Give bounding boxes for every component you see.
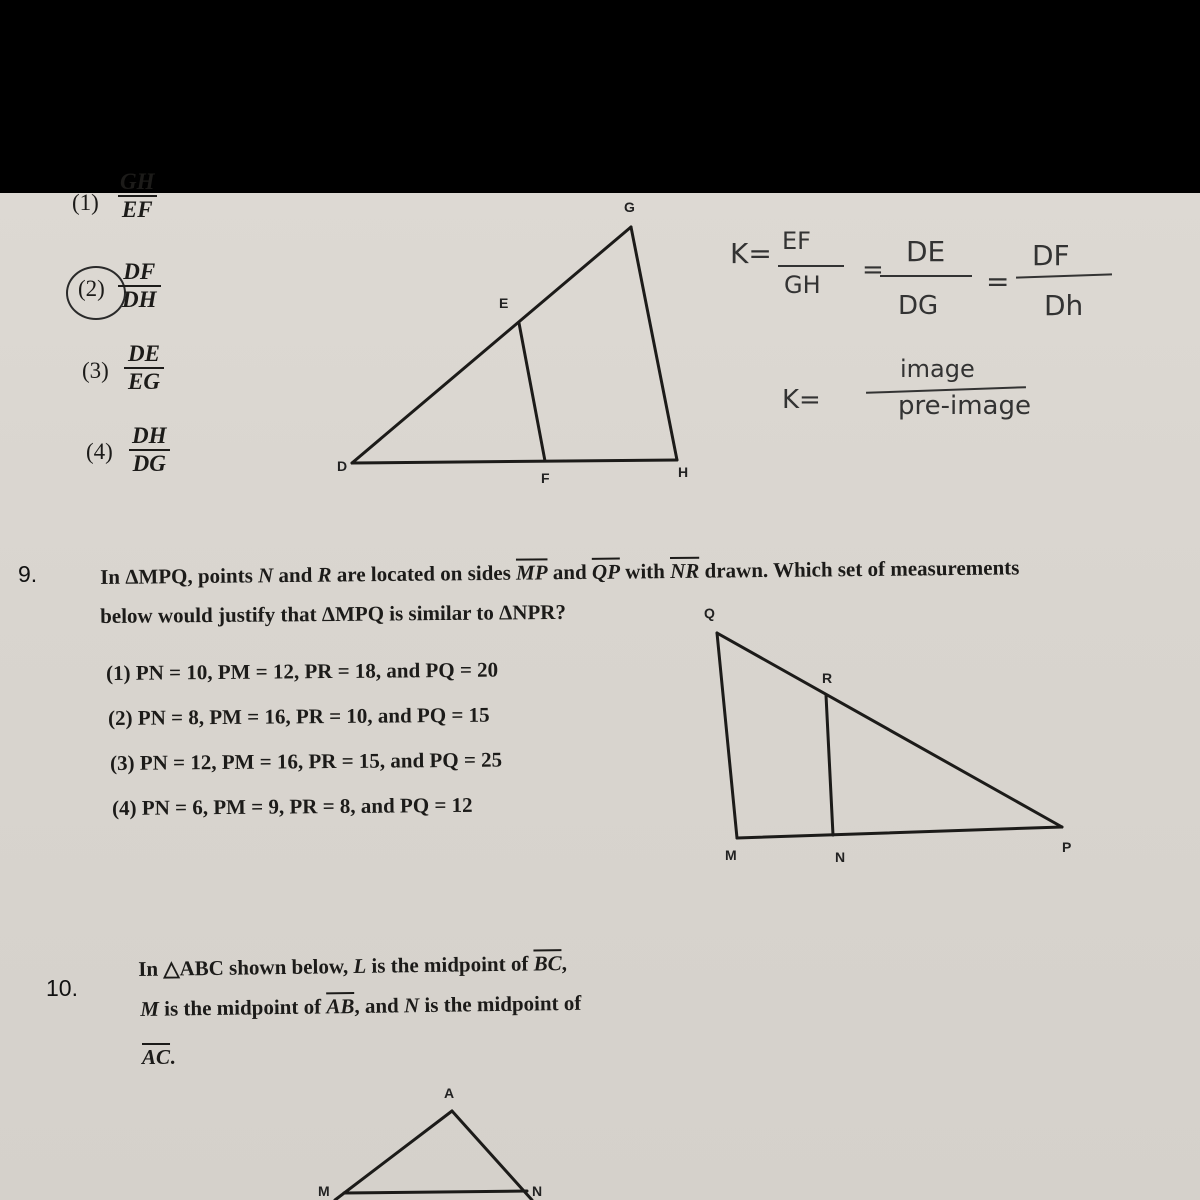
- hand-k-1: K=: [730, 237, 772, 270]
- label-m: M: [725, 847, 737, 863]
- q9-side-qp: $\overline{QP}$: [591, 559, 621, 584]
- q10-side-ab: $\overline{AB}$: [326, 994, 355, 1019]
- q9-point-r: R: [317, 562, 332, 587]
- q10-text-6: is the midpoint of: [418, 990, 582, 1018]
- hand-frac2-den: DG: [898, 291, 939, 321]
- option-3-denominator: EG: [124, 367, 164, 395]
- q9-segment-nr: $\overline{NR}$: [670, 558, 700, 584]
- q10-point-n: N: [403, 993, 420, 1018]
- q9-text-4: and: [547, 559, 593, 585]
- q9-text-2: and: [273, 562, 318, 588]
- label-e: E: [499, 295, 509, 311]
- q9-choice-4[interactable]: (4) PN = 6, PM = 9, PR = 8, and PQ = 12: [112, 792, 473, 820]
- q9-number: 9.: [18, 561, 38, 587]
- q10-side-ac: $\overline{AC}$: [142, 1045, 171, 1069]
- hand-frac1-num: EF: [782, 227, 811, 255]
- segment-mn: [344, 1191, 527, 1193]
- option-2-numerator: DF: [123, 259, 156, 284]
- q10-text-4: is the midpoint of: [158, 994, 327, 1021]
- option-1-denominator: EF: [118, 195, 157, 223]
- hand-frac4-num: image: [900, 355, 975, 383]
- q9-text-3: are located on sides: [331, 560, 517, 587]
- q9-text-5: with: [619, 559, 671, 584]
- option-4-numerator: DH: [132, 423, 167, 448]
- option-3-numerator: DE: [128, 341, 160, 366]
- label-d: D: [337, 458, 348, 474]
- q10-text-1: In △ABC shown below,: [138, 953, 354, 981]
- hand-frac2-num: DE: [906, 235, 946, 268]
- q9-side-mp: $\overline{MP}$: [515, 560, 548, 585]
- label-a: A: [444, 1085, 455, 1101]
- side-ac: [452, 1111, 532, 1200]
- q10-text-2: is the midpoint of: [366, 951, 534, 978]
- q10-point-m: M: [140, 996, 160, 1021]
- hand-equals-1: =: [862, 255, 884, 285]
- label-f: F: [541, 470, 550, 486]
- q9-text-6: drawn. Which set of measurements: [699, 555, 1020, 583]
- label-q: Q: [704, 605, 715, 621]
- label-r: R: [822, 670, 833, 686]
- hand-frac3-den: Dh: [1044, 289, 1084, 322]
- q10-text-7: .: [170, 1045, 176, 1069]
- label-g: G: [624, 199, 635, 215]
- q9-line-2: below would justify that ΔMPQ is similar to ΔNPR?: [100, 599, 567, 628]
- q9-text-1: In ΔMPQ, points: [100, 563, 259, 589]
- option-4-number: (4): [86, 439, 113, 464]
- label-h: H: [678, 464, 689, 480]
- hand-frac3-num: DF: [1032, 239, 1070, 272]
- q10-side-bc: $\overline{BC}$: [533, 951, 562, 976]
- triangle-abc-diagram: [0, 193, 1200, 1200]
- side-ab: [335, 1111, 452, 1200]
- label-n-abc: N: [532, 1183, 543, 1199]
- option-2-number: (2): [78, 276, 105, 301]
- option-1-numerator: GH: [120, 169, 155, 194]
- hand-k-2: K=: [782, 385, 821, 415]
- option-3-number: (3): [82, 358, 109, 383]
- q10-text-3: ,: [561, 951, 568, 976]
- option-2-denominator: DH: [118, 285, 161, 313]
- label-m-abc: M: [318, 1183, 330, 1199]
- q10-text-5: , and: [354, 993, 405, 1019]
- hand-frac4-den: pre-image: [898, 391, 1031, 421]
- q9-choice-3[interactable]: (3) PN = 12, PM = 16, PR = 15, and PQ = 25: [110, 747, 503, 775]
- q9-choice-1[interactable]: (1) PN = 10, PM = 12, PR = 18, and PQ = 20: [106, 657, 499, 685]
- label-n: N: [835, 849, 846, 865]
- q10-point-l: L: [353, 953, 367, 978]
- option-4-denominator: DG: [129, 449, 170, 477]
- worksheet-page: [0, 169, 1200, 1200]
- option-1-number: (1): [72, 190, 99, 215]
- q9-point-n: N: [257, 563, 274, 588]
- q9-choice-2[interactable]: (2) PN = 8, PM = 16, PR = 10, and PQ = 15: [108, 702, 490, 730]
- hand-frac1-den: GH: [784, 271, 821, 299]
- label-p: P: [1062, 839, 1072, 855]
- q10-number: 10.: [46, 975, 78, 1001]
- hand-equals-2: =: [986, 265, 1010, 298]
